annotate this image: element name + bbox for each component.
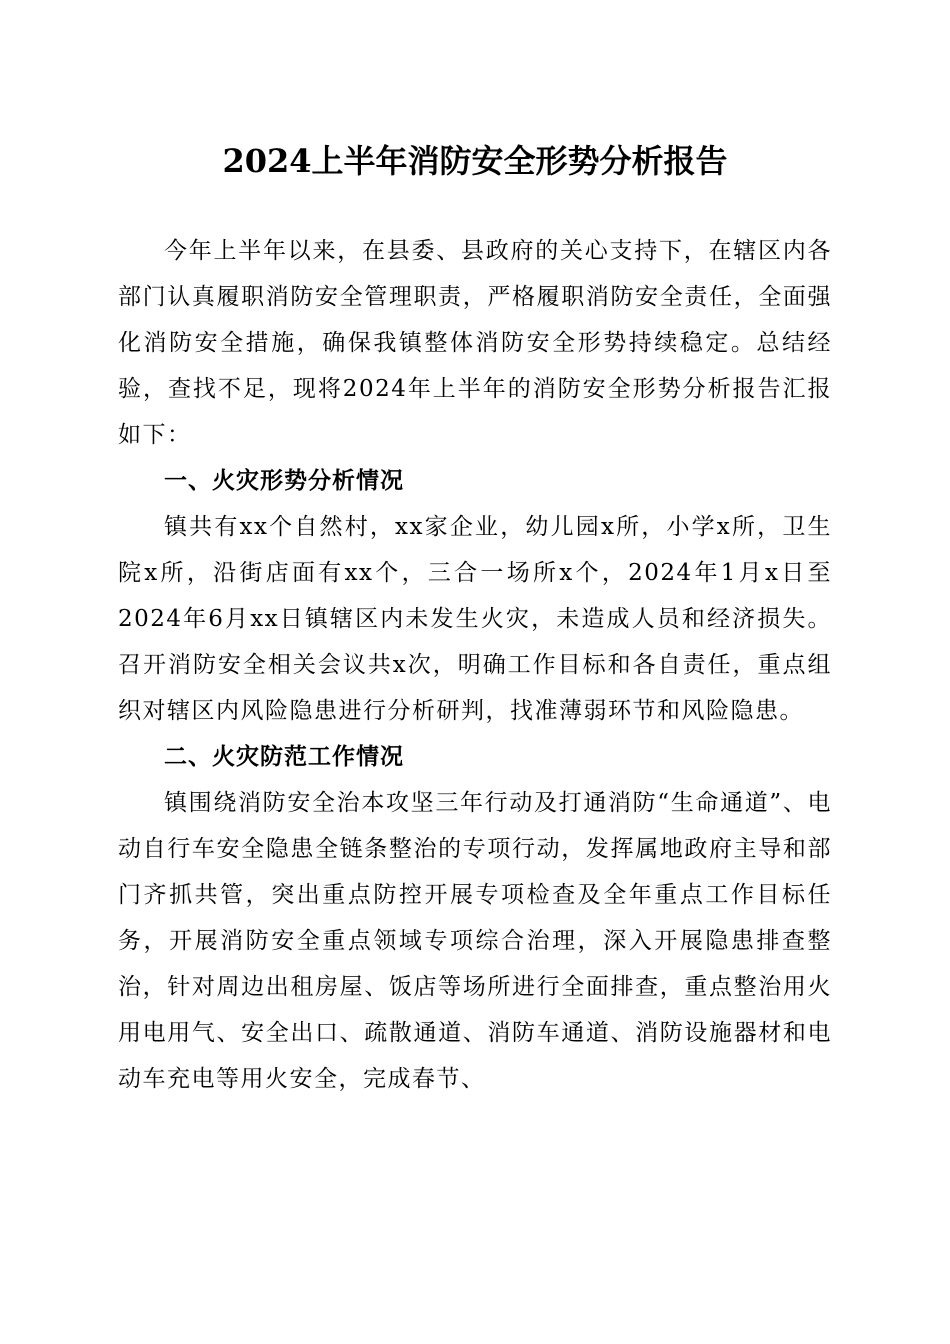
- section-heading-1: 一、火灾形势分析情况: [164, 468, 404, 494]
- section-2-paragraph: 镇围绕消防安全治本攻坚三年行动及打通消防“生命通道”、电动自行车安全隐患全链条整治的专项行动，发挥属地政府主导和部门齐抓共管，突出重点防控开展专项检查及全年重点工作目标任务，开展消防安全重点领域专项综合治理，深入开展隐患排查整治，针对周边出租房屋、饭店等场所进行全面排查，重点整治用火用电用气、安全出口、疏散通道、消防车通道、消防设施器材和电动车充电等用火安全，完成春节、: [118, 790, 832, 1092]
- intro-paragraph: 今年上半年以来，在县委、县政府的关心支持下，在辖区内各部门认真履职消防安全管理职责，严格履职消防安全责任，全面强化消防安全措施，确保我镇整体消防安全形势持续稳定。总结经验，查找不足，现将2024年上半年的消防安全形势分析报告汇报如下：: [118, 238, 832, 448]
- document-title: 2024上半年消防安全形势分析报告: [222, 142, 728, 180]
- section-1-paragraph: 镇共有xx个自然村，xx家企业，幼儿园x所，小学x所，卫生院x所，沿街店面有xx个，三合一场所x个，2024年1月x日至2024年6月xx日镇辖区内未发生火灾，未造成人员和经济损失。召开消防安全相关会议共x次，明确工作目标和各自责任，重点组织对辖区内风险隐患进行分析研判，找准薄弱环节和风险隐患。: [118, 514, 832, 724]
- document-body: [118, 228, 832, 1102]
- section-heading-2: 二、火灾防范工作情况: [164, 744, 404, 770]
